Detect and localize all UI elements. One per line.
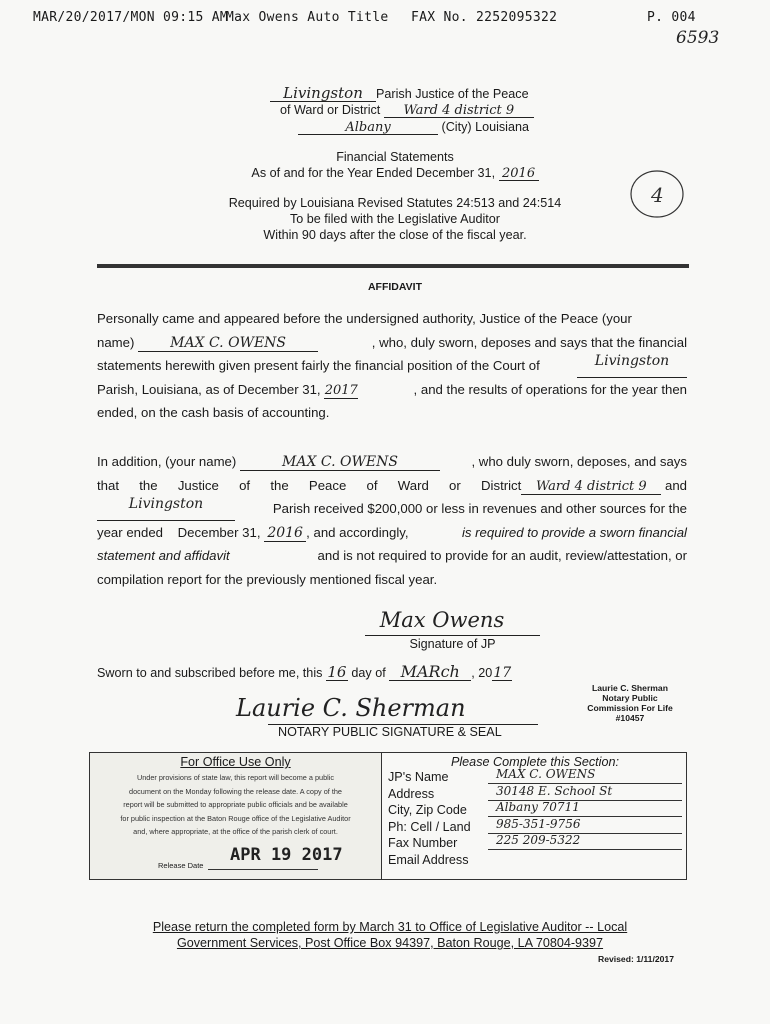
p2-word: the — [270, 477, 289, 493]
p2-line-6: compilation report for the previously mentioned fiscal year. — [97, 571, 438, 587]
p2-name-fill: MAX C. OWENS — [240, 455, 440, 471]
p2-word: Ward — [397, 477, 429, 493]
affidavit-paragraph-2 — [97, 450, 687, 591]
fax-datetime: MAR/20/2017/MON 09:15 AM — [33, 10, 229, 25]
sworn-year: 17 — [493, 665, 512, 681]
field-label: Ph: Cell / Land — [388, 819, 471, 834]
fax-number: FAX No. 2252095322 — [411, 10, 558, 25]
p2-date-text: December 31, — [177, 524, 261, 540]
jp-signature: Max Owens — [379, 608, 505, 632]
p1-name-suffix: , who, duly sworn, deposes and says that the financial — [371, 334, 687, 350]
office-text-line: for public inspection at the Baton Rouge office of the Legislative Auditor — [120, 813, 351, 823]
fax-page: P. 004 — [647, 10, 696, 25]
stamp-line: Commission For Life — [587, 703, 673, 713]
sworn-text: Sworn to and subscribed before me, this — [97, 666, 323, 680]
office-text-line: and, where appropriate, at the office of the parish clerk of court. — [133, 827, 338, 837]
field-value: 30148 E. School St — [496, 783, 613, 798]
release-date-line — [208, 869, 318, 870]
parish-fill: Livingston — [270, 86, 376, 102]
affidavit-title: AFFIDAVIT — [367, 281, 423, 293]
stamp-line: Notary Public — [602, 693, 658, 703]
p2-word: the — [139, 477, 158, 493]
sworn-month: MARch — [389, 664, 471, 681]
office-use-header: For Office Use Only — [180, 755, 291, 769]
p2-accordingly: , and accordingly, — [306, 524, 409, 540]
p1-date-suffix: , and the results of operations for the year then — [413, 381, 687, 397]
footer-instructions — [100, 919, 680, 951]
ward-fill: Ward 4 district 9 — [384, 104, 534, 118]
p2-parish-fill: Livingston — [97, 497, 235, 521]
sworn-day-of: day of — [351, 666, 386, 680]
jp-signature-line — [365, 635, 540, 636]
office-box — [89, 752, 687, 880]
requirement-3: Within 90 days after the close of the fiscal year. — [263, 228, 527, 242]
ward-text: of Ward or District — [280, 103, 381, 117]
field-email — [388, 852, 682, 869]
handwritten-number: 6593 — [676, 28, 720, 48]
p1-line-1: Personally came and appeared before the undersigned authority, Justice of the Peace (your — [97, 311, 632, 326]
p2-ward-line — [97, 474, 687, 498]
field-label: Address — [388, 786, 435, 801]
release-date-label: Release Date — [158, 861, 204, 870]
title: Financial Statements — [336, 150, 454, 164]
p2-word: of — [239, 477, 251, 493]
office-text-line: Under provisions of state law, this report will become a public — [136, 773, 335, 782]
p2-ward-fill: Ward 4 district 9 — [521, 480, 661, 495]
divider — [97, 264, 689, 268]
city-fill: Albany — [298, 121, 438, 135]
p1-name-fill: MAX C. OWENS — [138, 336, 318, 352]
sworn-century: , 20 — [471, 666, 493, 680]
p1-year-fill: 2017 — [324, 382, 358, 398]
revised-date: Revised: 1/11/2017 — [598, 954, 674, 964]
p1-court-text: statements herewith given present fairly the financial position of the Court of — [97, 358, 540, 373]
sworn-line — [97, 664, 512, 681]
requirement-1: Required by Louisiana Revised Statutes 24:513 and 24:514 — [228, 196, 562, 210]
p2-word: District — [481, 477, 522, 493]
p1-name-prefix: name) — [97, 334, 135, 350]
field-value: 985-351-9756 — [496, 816, 581, 831]
sworn-day: 16 — [327, 663, 347, 681]
jp-signature-label: Signature of JP — [409, 637, 496, 651]
complete-header: Please Complete this Section: — [450, 755, 619, 769]
p2-word: or — [449, 477, 461, 493]
asof-text: As of and for the Year Ended December 31, — [251, 166, 496, 180]
p2-not-required: and is not required to provide for an audit, review/attestation, or — [317, 548, 687, 563]
p2-name-suffix: , who duly sworn, deposes, and says — [471, 454, 687, 469]
p2-name-prefix: In addition, (your name) — [97, 454, 237, 469]
p2-word: Justice — [177, 477, 219, 493]
form-header — [270, 86, 560, 137]
field-label: JP's Name — [388, 770, 449, 785]
stamp-line: Laurie C. Sherman — [592, 683, 668, 693]
complete-section — [382, 753, 686, 879]
office-text-line: document on the Monday following the release date. A copy of the — [129, 786, 342, 796]
asof-line — [200, 166, 590, 181]
asof-year: 2016 — [499, 167, 539, 181]
p1-date-text: Parish, Louisiana, as of December 31, — [97, 381, 321, 397]
stamp-line: #10457 — [615, 713, 645, 723]
field-value: 225 209-5322 — [496, 833, 581, 848]
footer-line-2: Government Services, Post Office Box 94397, Baton Rouge, LA 70804-9397 — [176, 936, 604, 950]
notary-label: NOTARY PUBLIC SIGNATURE & SEAL — [278, 725, 502, 739]
p2-year-prefix: year ended — [97, 524, 163, 540]
field-value: MAX C. OWENS — [496, 767, 596, 782]
p1-line-5: ended, on the cash basis of accounting. — [97, 405, 330, 420]
office-use-section — [90, 753, 382, 879]
circled-number: 4 — [651, 183, 664, 207]
p2-year-fill: 2016 — [264, 526, 306, 542]
notary-signature: Laurie C. Sherman — [236, 694, 466, 722]
footer-line-1: Please return the completed form by March 31 to Office of Legislative Auditor -- Local — [152, 920, 628, 934]
p2-requirement: is required to provide a sworn financial — [461, 524, 687, 540]
p2-parish-text: Parish received $200,000 or less in revenues and other sources for the — [272, 501, 687, 516]
notary-stamp — [575, 683, 685, 723]
office-text-line: report will be submitted to appropriate public officials and be available — [123, 800, 348, 810]
requirement-2: To be filed with the Legislative Auditor — [289, 212, 501, 226]
affidavit-paragraph-1 — [97, 307, 687, 425]
p2-word: Peace — [308, 477, 347, 493]
field-label: Fax Number — [388, 836, 458, 851]
office-use-text — [90, 771, 381, 839]
field-fax — [388, 835, 682, 852]
circled-number-mark — [628, 168, 686, 220]
fax-sender: Max Owens Auto Title — [226, 10, 389, 25]
field-label: City, Zip Code — [388, 803, 467, 818]
p2-word: and — [664, 477, 687, 493]
field-label: Email Address — [388, 852, 469, 867]
received-date-stamp: APR 19 2017 — [230, 845, 343, 865]
p2-statement: statement and affidavit — [97, 548, 230, 563]
parish-text: Parish Justice of the Peace — [376, 87, 529, 101]
p1-court-fill: Livingston — [577, 354, 687, 378]
p2-word: that — [97, 477, 119, 493]
p2-word: of — [366, 477, 378, 493]
field-value: Albany 70711 — [496, 800, 580, 815]
city-text: (City) Louisiana — [441, 120, 529, 134]
